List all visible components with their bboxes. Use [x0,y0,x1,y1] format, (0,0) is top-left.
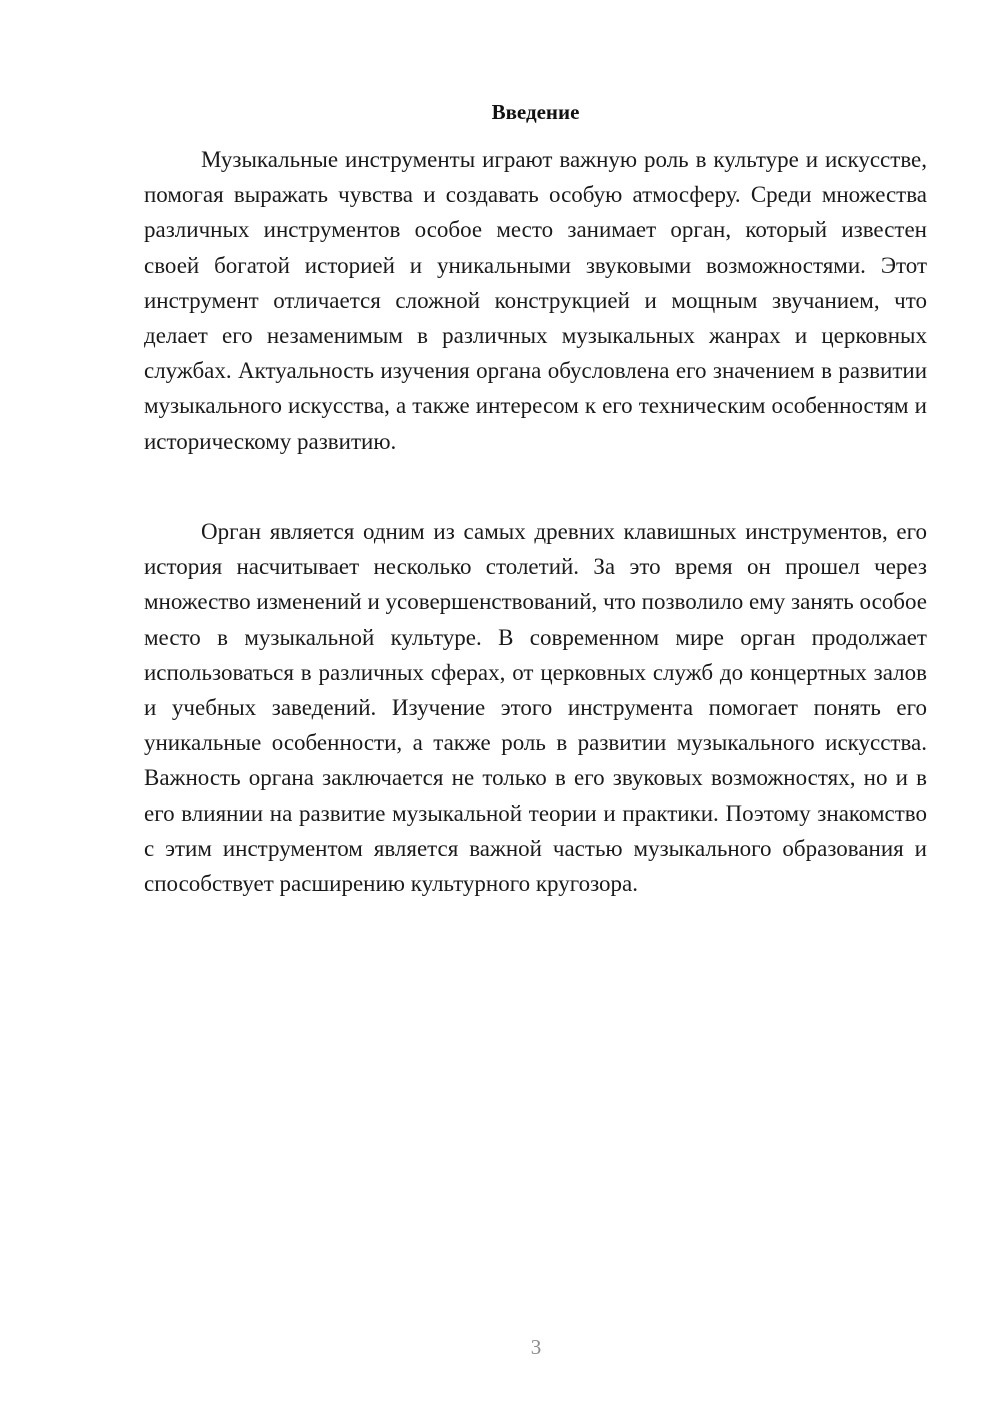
page-number: 3 [530,1335,542,1359]
paragraph-history: Орган является одним из самых древних клавишных инструментов, его история насчитывает несколько столетий. За это время он прошел через множество изменений и усовершенствований, что позволило ему занять особое место в музыкальной культуре. В современном мире орган продолжает использоваться в различных сферах, от церковных служб до концертных залов и учебных заведений. Изучение этого инструмента помогает понять его уникальные особенности, а также роль в развитии музыкального искусства. Важность органа заключается не только в его звуковых возможностях, но и в его влиянии на развитие музыкальной теории и практики. Поэтому знакомство с этим инструментом является важной частью музыкального образования и способствует расширению культурного кругозора. [144,519,927,897]
section-title: Введение [491,100,580,124]
paragraph-intro: Музыкальные инструменты играют важную роль в культуре и искусстве, помогая выражать чувства и создавать особую атмосферу. Среди множества различных инструментов особое место занимает орган, который известен своей богатой историей и уникальными звуковыми возможностями. Этот инструмент отличается сложной конструкцией и мощным звучанием, что делает его незаменимым в различных музыкальных жанрах и церковных службах. Актуальность изучения органа обусловлена его значением в развитии музыкального искусства, а также интересом к его техническим особенностям и историческому развитию. [144,147,927,454]
